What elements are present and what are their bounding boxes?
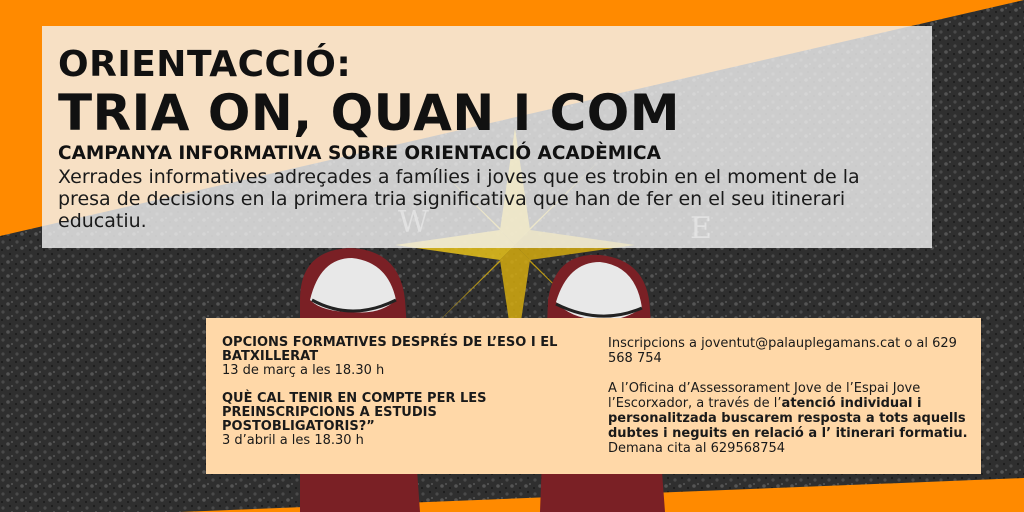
- office-bold: atenció individual i personalitzada buscarem resposta a tots aquells dubtes i neguits en relació a l’ itinerari formatiu.: [608, 396, 968, 441]
- office-appointment: Demana cita al 629568754: [608, 441, 786, 456]
- title-line-1: ORIENTACCIÓ:: [58, 44, 352, 85]
- event-title: QUÈ CAL TENIR EN COMPTE PER LES PREINSCRIPCIONS A ESTUDIS POSTOBLIGATORIS?”: [222, 391, 487, 434]
- event-item: [222, 336, 592, 378]
- registration-text: Inscripcions a joventut@palauplegamans.cat o al 629 568 754: [608, 336, 957, 366]
- events-list: [222, 336, 592, 462]
- campaign-subtitle: CAMPANYA INFORMATIVA SOBRE ORIENTACIÓ ACADÈMICA: [58, 143, 661, 164]
- event-title: OPCIONS FORMATIVES DESPRÉS DE L’ESO I EL BATXILLERAT: [222, 335, 558, 364]
- office-intro: A l’Oficina d’Assessorament Jove de l’Espai Jove l’Escorxador, a través de l’: [608, 381, 921, 411]
- contact-info: [608, 336, 970, 471]
- event-item: [222, 392, 592, 448]
- campaign-description: Xerrades informatives adreçades a famílies i joves que es trobin en el moment de la presa de decisions en la primera tria significativa que han de fer en el seu itinerari educatiu.: [58, 166, 860, 232]
- title-line-2: TRIA ON, QUAN I COM: [58, 84, 681, 142]
- event-date: 3 d’abril a les 18.30 h: [222, 433, 364, 448]
- event-date: 13 de març a les 18.30 h: [222, 363, 385, 378]
- office-text: [608, 381, 970, 456]
